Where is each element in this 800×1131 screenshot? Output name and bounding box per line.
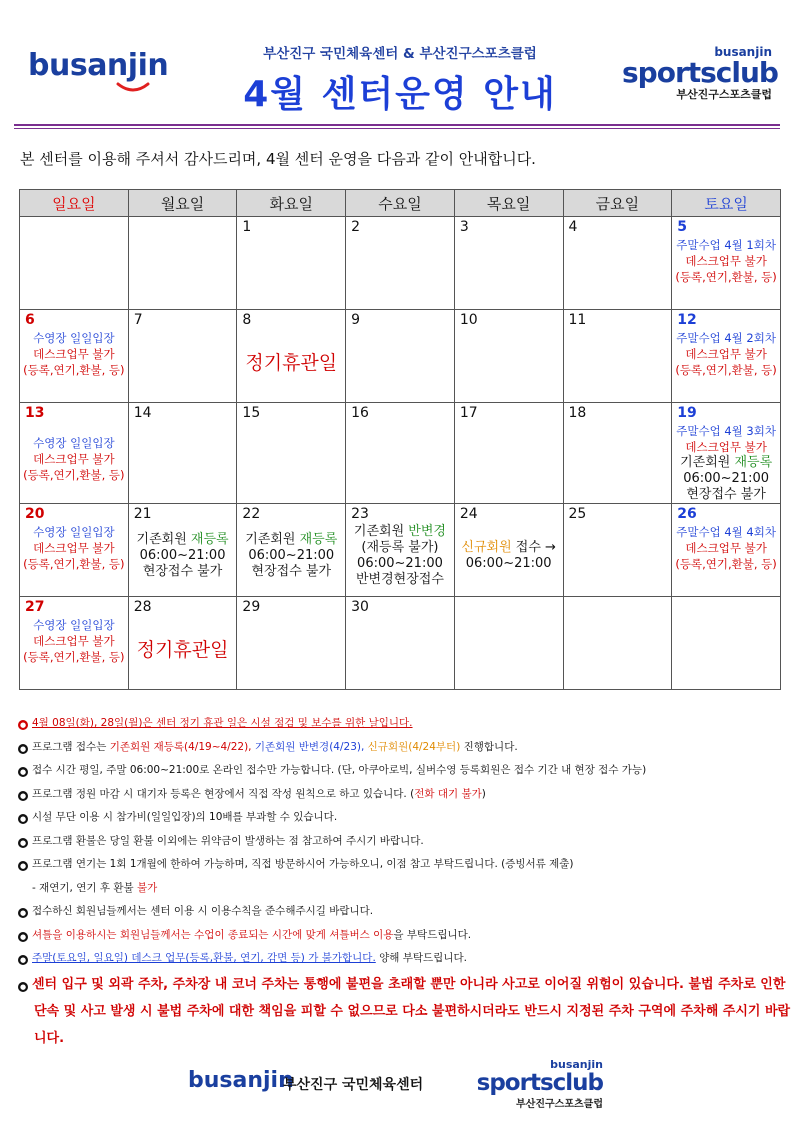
desk-unavailable: 데스크업무 불가	[33, 347, 115, 361]
hours: 06:00~21:00	[139, 548, 226, 563]
day-cell-6	[20, 310, 129, 403]
notice-item	[18, 736, 788, 760]
bullet-icon: ●	[19, 744, 27, 753]
day-cell-29	[237, 597, 346, 690]
change-line	[346, 524, 454, 540]
notice-text: 프로그램 접수는	[32, 740, 110, 753]
day-cell-empty	[20, 217, 129, 310]
day-cell-17	[454, 403, 563, 504]
day-cell-20	[20, 504, 129, 597]
apply-arrow: 접수 →	[515, 540, 556, 555]
day-cell-9	[346, 310, 455, 403]
day-number: 21	[133, 506, 152, 522]
footer	[188, 1058, 628, 1117]
desk-unavailable: 데스크업무 불가	[685, 541, 767, 555]
desk-detail: (등록,연기,환불, 등)	[23, 650, 125, 664]
day-note	[20, 330, 128, 378]
day-cell-11	[563, 310, 672, 403]
calendar-week	[20, 403, 781, 504]
new-member-label: 신규회원	[461, 540, 512, 555]
rereg-line	[129, 532, 237, 548]
no-onsite: 현장접수 불가	[251, 564, 331, 579]
day-number: 11	[568, 312, 587, 328]
weekday-sun: 일요일	[20, 190, 129, 217]
footer-center-name: 부산진구 국민체육센터	[283, 1077, 424, 1093]
hours: 06:00~21:00	[465, 556, 552, 571]
notice-item	[18, 806, 788, 830]
day-note	[20, 435, 128, 483]
weekend-class-note: 주말수업 4월 3회차	[676, 424, 776, 438]
notice-item	[18, 783, 788, 807]
day-cell-4	[563, 217, 672, 310]
day-cell-19	[672, 403, 781, 504]
pool-note: 수영장 일일입장	[33, 331, 115, 345]
footer-sportsclub-text: sportsclub	[476, 1070, 603, 1096]
day-number: 12	[677, 312, 697, 328]
day-cell-15	[237, 403, 346, 504]
day-note	[237, 532, 345, 580]
notice-text: 프로그램 연기는 1회 1개월에 한하여 가능하며, 직접 방문하시어 가능하오니, 이점 참고 부탁드립니다. (증빙서류 제출)	[32, 858, 574, 870]
pool-note: 수영장 일일입장	[33, 525, 115, 539]
no-onsite: 현장접수 불가	[142, 564, 223, 579]
day-number: 3	[459, 219, 469, 235]
notice-text: 진행합니다.	[463, 740, 518, 753]
notice-item	[18, 900, 788, 924]
day-cell-27	[20, 597, 129, 690]
day-cell-empty	[563, 597, 672, 690]
rereg-label: 재등록	[190, 532, 229, 547]
day-note	[672, 330, 780, 378]
existing-member: 기존회원	[353, 524, 405, 539]
smile-icon	[116, 82, 150, 94]
day-number: 10	[459, 312, 478, 328]
hours: 06:00~21:00	[248, 548, 335, 563]
bullet-icon: ●	[19, 815, 27, 823]
desk-detail: (등록,연기,환불, 등)	[23, 363, 125, 377]
desk-detail: (등록,연기,환불, 등)	[23, 468, 125, 482]
notice-text: 시설 무단 이용 시 참가비(일일입장)의 10배를 부과할 수 있습니다.	[32, 811, 338, 823]
day-note	[346, 524, 454, 588]
notice-item	[18, 759, 788, 783]
day-cell-23	[346, 504, 455, 597]
day-number: 1	[242, 219, 252, 235]
day-note	[672, 423, 780, 503]
busanjin-logo	[28, 48, 168, 98]
hours: 06:00~21:00	[683, 471, 770, 486]
sportsclub-logo-ko: 부산진구스포츠클럽	[676, 88, 772, 101]
calendar-week	[20, 504, 781, 597]
page-title: 4월 센터운영 안내	[243, 74, 557, 115]
day-cell-empty	[128, 217, 237, 310]
day-cell-25	[563, 504, 672, 597]
pool-note: 수영장 일일입장	[33, 618, 115, 632]
day-cell-7	[128, 310, 237, 403]
notice-list	[18, 712, 791, 1052]
notice-text: 프로그램 정원 마감 시 대기자 등록은 현장에서 직접 작성 원칙으로 하고 있습니다. (	[32, 787, 415, 800]
day-cell-22	[237, 504, 346, 597]
day-cell-18	[563, 403, 672, 504]
change-label: 반변경	[408, 524, 446, 539]
day-number: 13	[25, 405, 45, 421]
bullet-icon: ●	[19, 956, 27, 964]
weekday-mon: 월요일	[128, 190, 237, 217]
weekday-sat: 토요일	[672, 190, 781, 217]
bullet-icon: ●	[19, 932, 27, 941]
desk-unavailable: 데스크업무 불가	[685, 254, 767, 268]
calendar-week	[20, 597, 781, 690]
bullet-icon: ●	[19, 768, 27, 776]
weekday-fri: 금요일	[563, 190, 672, 217]
notice-item	[18, 947, 788, 971]
header-subtitle: 부산진구 국민체육센터 & 부산진구스포츠클럽	[263, 46, 537, 62]
bullet-icon: ●	[19, 982, 27, 991]
notice-text: 센터 입구 및 외곽 주차, 주차장 내 코너 주차는 통행에 불편을 초래할 뿐만 아니라 사고로 이어질 위험이 있습니다. 불법 주차로 인한 단속 및 사고 발생 시 불법 주차에 대한 책임을 피할 수 없으므로 다소 불편하시더라도 반드시 지정된 주차 구역에 주차해 주시기 바랍니다.	[32, 976, 791, 1046]
rereg-line	[672, 455, 780, 471]
day-number: 2	[351, 219, 361, 235]
notice-text: - 재연기, 연기 후 환불	[32, 881, 137, 894]
sportsclub-logo	[622, 45, 778, 108]
day-number: 23	[351, 506, 369, 522]
rereg-label: 재등록	[299, 532, 338, 547]
day-note	[455, 540, 563, 572]
day-number: 8	[242, 312, 252, 328]
header-divider	[14, 124, 780, 126]
day-number: 5	[677, 219, 687, 235]
header	[210, 42, 590, 117]
day-cell-30	[346, 597, 455, 690]
notice-text: 기존회원 반변경(4/23),	[254, 740, 368, 753]
day-number: 9	[351, 312, 361, 328]
footer-sportsclub-logo	[463, 1058, 603, 1110]
day-number: 20	[25, 506, 45, 522]
closed-day-label: 정기휴관일	[136, 639, 229, 661]
day-cell-14	[128, 403, 237, 504]
day-note	[672, 237, 780, 285]
desk-detail: (등록,연기,환불, 등)	[675, 363, 777, 377]
notice-text: 4월 08일(화), 28일(월)은 센터 정기 휴관 일은 시설 점검 및 보수를 위한 날입니다.	[32, 717, 413, 729]
closed-day-label: 정기휴관일	[245, 352, 338, 374]
busanjin-logo-text: busanjin	[28, 48, 169, 83]
calendar-week	[20, 217, 781, 310]
day-cell-13	[20, 403, 129, 504]
weekend-class-note: 주말수업 4월 2회차	[676, 331, 776, 345]
day-cell-28	[128, 597, 237, 690]
day-cell-1	[237, 217, 346, 310]
desk-unavailable: 데스크업무 불가	[33, 452, 115, 466]
sportsclub-logo-small: busanjin	[714, 45, 772, 59]
day-note	[20, 617, 128, 665]
day-number: 29	[242, 599, 261, 615]
footer-sportsclub-ko: 부산진구스포츠클럽	[516, 1099, 603, 1110]
weekend-class-note: 주말수업 4월 1회차	[676, 238, 776, 252]
day-note	[129, 532, 237, 580]
day-number: 27	[25, 599, 45, 615]
notice-text: )	[481, 787, 486, 800]
new-member-line	[455, 540, 563, 556]
notice-text: 접수하신 회원님들께서는 센터 이용 시 이용수칙을 준수해주시길 바랍니다.	[32, 905, 374, 917]
change-onsite: 반변경현장접수	[356, 572, 444, 587]
weekday-tue: 화요일	[237, 190, 346, 217]
day-number: 17	[459, 405, 478, 421]
notice-text: 주말(토요일, 일요일) 데스크 업무(등록,환불, 연기, 감면 등) 가 불가합니다.	[32, 952, 376, 964]
existing-member: 기존회원	[136, 532, 187, 547]
weekend-class-note: 주말수업 4월 4회차	[676, 525, 776, 539]
notice-text: 신규회원(4/24부터)	[367, 740, 464, 753]
day-cell-5	[672, 217, 781, 310]
desk-unavailable: 데스크업무 불가	[33, 541, 115, 555]
notice-item	[18, 830, 788, 854]
calendar-week	[20, 310, 781, 403]
desk-unavailable: 데스크업무 불가	[33, 634, 115, 648]
notice-item	[18, 853, 788, 877]
day-cell-empty	[672, 597, 781, 690]
day-cell-16	[346, 403, 455, 504]
day-cell-24	[454, 504, 563, 597]
desk-detail: (등록,연기,환불, 등)	[675, 270, 777, 284]
notice-text: 불가	[136, 881, 158, 894]
bullet-icon: ●	[19, 862, 27, 870]
day-number: 16	[351, 405, 369, 421]
notice-subitem	[18, 877, 788, 901]
day-cell-8	[237, 310, 346, 403]
notice-text: 접수 시간 평일, 주말 06:00~21:00로 온라인 접수만 가능합니다. (단, 아쿠아로빅, 실버수영 등록회원은 접수 기간 내 현장 접수 가능)	[32, 764, 647, 776]
day-cell-empty	[454, 597, 563, 690]
day-cell-21	[128, 504, 237, 597]
bullet-icon: ●	[19, 721, 27, 729]
notice-text: 전화 대기 불가	[414, 787, 482, 800]
day-cell-3	[454, 217, 563, 310]
day-cell-26	[672, 504, 781, 597]
desk-detail: (등록,연기,환불, 등)	[23, 557, 125, 571]
notice-item	[18, 924, 788, 948]
day-cell-12	[672, 310, 781, 403]
day-number: 6	[25, 312, 35, 328]
desk-unavailable: 데스크업무 불가	[685, 347, 767, 361]
header-divider-thin	[14, 128, 780, 129]
day-cell-2	[346, 217, 455, 310]
bullet-icon: ●	[19, 838, 27, 847]
day-number: 25	[568, 506, 587, 522]
rereg-unavailable: (재등록 불가)	[361, 540, 439, 555]
footer-busanjin-logo: busanjin	[188, 1068, 294, 1093]
bullet-icon: ●	[19, 909, 27, 917]
rereg-line	[237, 532, 345, 548]
notice-item	[18, 712, 788, 736]
notice-text: 기존회원 재등록(4/19~4/22),	[109, 740, 255, 753]
day-number: 28	[133, 599, 152, 615]
weekday-wed: 수요일	[346, 190, 455, 217]
bullet-icon: ●	[19, 791, 27, 800]
notice-text: 양해 부탁드립니다.	[375, 952, 467, 964]
hours: 06:00~21:00	[357, 556, 443, 571]
footer-sportsclub-small: busanjin	[550, 1058, 603, 1071]
notice-text: 프로그램 환불은 당일 환불 이외에는 위약금이 발생하는 점 참고하여 주시기 바랍니다.	[32, 834, 424, 847]
notice-item-parking	[18, 971, 796, 1052]
day-number: 18	[568, 405, 587, 421]
weekday-header-row	[20, 190, 781, 217]
day-number: 30	[351, 599, 369, 615]
existing-member: 기존회원	[680, 455, 731, 470]
intro-text: 본 센터를 이용해 주셔서 감사드리며, 4월 센터 운영을 다음과 같이 안내합니다.	[20, 150, 536, 168]
day-note	[20, 524, 128, 572]
day-number: 15	[242, 405, 261, 421]
no-onsite: 현장접수 불가	[686, 487, 766, 502]
weekday-thu: 목요일	[454, 190, 563, 217]
day-number: 22	[242, 506, 261, 522]
day-number: 19	[677, 405, 697, 421]
rereg-label: 재등록	[734, 455, 773, 470]
notice-text: 셔틀을 이용하시는 회원님들께서는 수업이 종료되는 시간에 맞게 셔틀버스 이용	[32, 928, 394, 941]
day-note	[672, 524, 780, 572]
existing-member: 기존회원	[245, 532, 296, 547]
day-number: 4	[568, 219, 578, 235]
day-number: 24	[459, 506, 478, 522]
sportsclub-logo-text: sportsclub	[622, 56, 778, 89]
pool-note: 수영장 일일입장	[33, 436, 115, 450]
desk-detail: (등록,연기,환불, 등)	[675, 557, 777, 571]
notice-text: 을 부탁드립니다.	[393, 928, 472, 941]
april-calendar	[19, 189, 781, 690]
day-number: 26	[677, 506, 697, 522]
desk-unavailable: 데스크업무 불가	[685, 440, 767, 454]
day-cell-10	[454, 310, 563, 403]
day-number: 14	[133, 405, 152, 421]
day-number: 7	[133, 312, 143, 328]
